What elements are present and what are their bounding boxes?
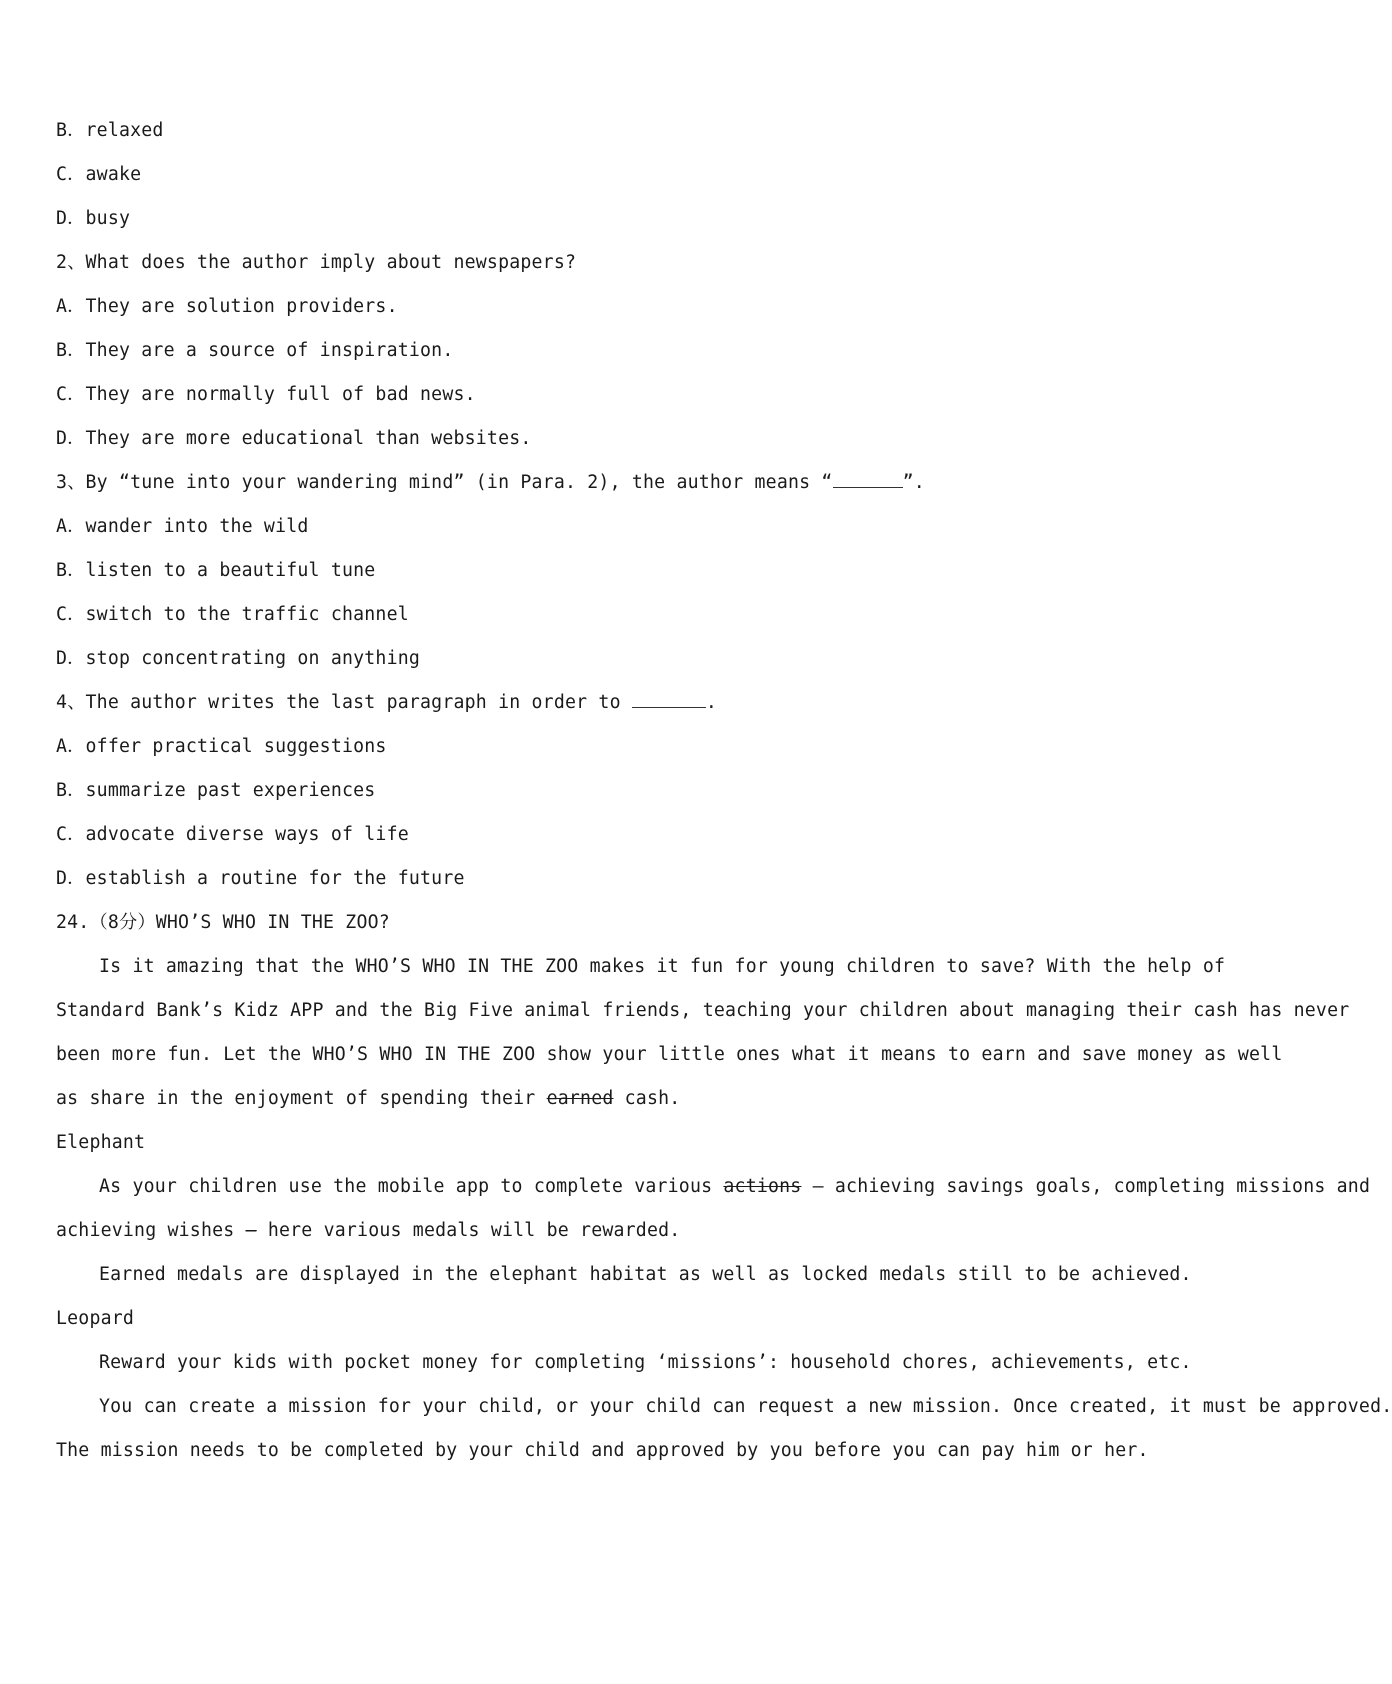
struck-dash: — — [245, 1220, 257, 1241]
q2-option-d: D．They are more educational than websites. — [56, 428, 532, 449]
q2-option-a: A．They are solution providers. — [56, 296, 398, 317]
intro-line-4 — [56, 1087, 680, 1111]
elephant-heading: Elephant — [56, 1132, 146, 1153]
q4-option-a: A．offer practical suggestions — [56, 736, 387, 757]
q4-option-b: B．summarize past experiences — [56, 780, 376, 801]
leopard-p1: Reward your kids with pocket money for completing ‘missions’: household chores, achievements, etc. — [99, 1352, 1192, 1373]
intro-line-3: been more fun. Let the WHO’S WHO IN THE ZOO show your little ones what it means to earn and save money as well — [56, 1044, 1283, 1065]
intro-line-4-end: cash. — [613, 1088, 681, 1109]
elephant-p1-text-end: — achieving savings goals, completing missions and — [801, 1176, 1371, 1197]
q2-option-c: C．They are normally full of bad news. — [56, 384, 476, 405]
q2-stem: 2、What does the author imply about newspapers? — [56, 252, 577, 273]
q3-option-b: B．listen to a beautiful tune — [56, 560, 376, 581]
section-24-heading: 24.（8分）WHO’S WHO IN THE ZOO? — [56, 912, 390, 933]
q4-option-d: D．establish a routine for the future — [56, 868, 465, 889]
leopard-p2-line-2: The mission needs to be completed by your child and approved by you before you can pay him or her. — [56, 1440, 1149, 1461]
elephant-p1-line-2-end: here various medals will be rewarded. — [256, 1220, 681, 1241]
struck-word: actions — [723, 1176, 802, 1197]
q1-option-c: C．awake — [56, 164, 142, 185]
struck-word: earned — [546, 1088, 614, 1109]
answer-blank — [632, 705, 706, 708]
elephant-p1-line-2 — [56, 1219, 680, 1243]
intro-line-1: Is it amazing that the WHO’S WHO IN THE ZOO makes it fun for young children to save? With the help of — [99, 956, 1226, 977]
elephant-p1-text: As your children use the mobile app to complete various — [99, 1176, 724, 1197]
q4-stem-text: 4、The author writes the last paragraph in order to — [56, 692, 632, 713]
q3-stem — [56, 471, 925, 495]
intro-line-2: Standard Bank’s Kidz APP and the Big Five animal friends, teaching your children about managing their cash has never — [56, 1000, 1350, 1021]
q3-stem-end: ”. — [902, 472, 925, 493]
elephant-p1-line-1 — [99, 1175, 1370, 1199]
intro-line-4-text: as share in the enjoyment of spending their — [56, 1088, 547, 1109]
q1-option-b: B．relaxed — [56, 120, 164, 141]
q4-stem — [56, 691, 717, 715]
q3-option-c: C．switch to the traffic channel — [56, 604, 409, 625]
q3-stem-text: 3、By “tune into your wandering mind” (in Para. 2), the author means “ — [56, 472, 833, 493]
q3-option-d: D．stop concentrating on anything — [56, 648, 421, 669]
q2-option-b: B．They are a source of inspiration. — [56, 340, 454, 361]
q1-option-d: D．busy — [56, 208, 131, 229]
leopard-p2-line-1: You can create a mission for your child, or your child can request a new mission. Once created, it must be approved. — [99, 1396, 1392, 1417]
answer-blank — [833, 485, 903, 488]
leopard-heading: Leopard — [56, 1308, 135, 1329]
elephant-p2: Earned medals are displayed in the elephant habitat as well as locked medals still to be achieved. — [99, 1264, 1192, 1285]
elephant-p1-line-2-text: achieving wishes — [56, 1220, 246, 1241]
q4-stem-end: . — [705, 692, 718, 713]
q3-option-a: A．wander into the wild — [56, 516, 309, 537]
q4-option-c: C．advocate diverse ways of life — [56, 824, 409, 845]
